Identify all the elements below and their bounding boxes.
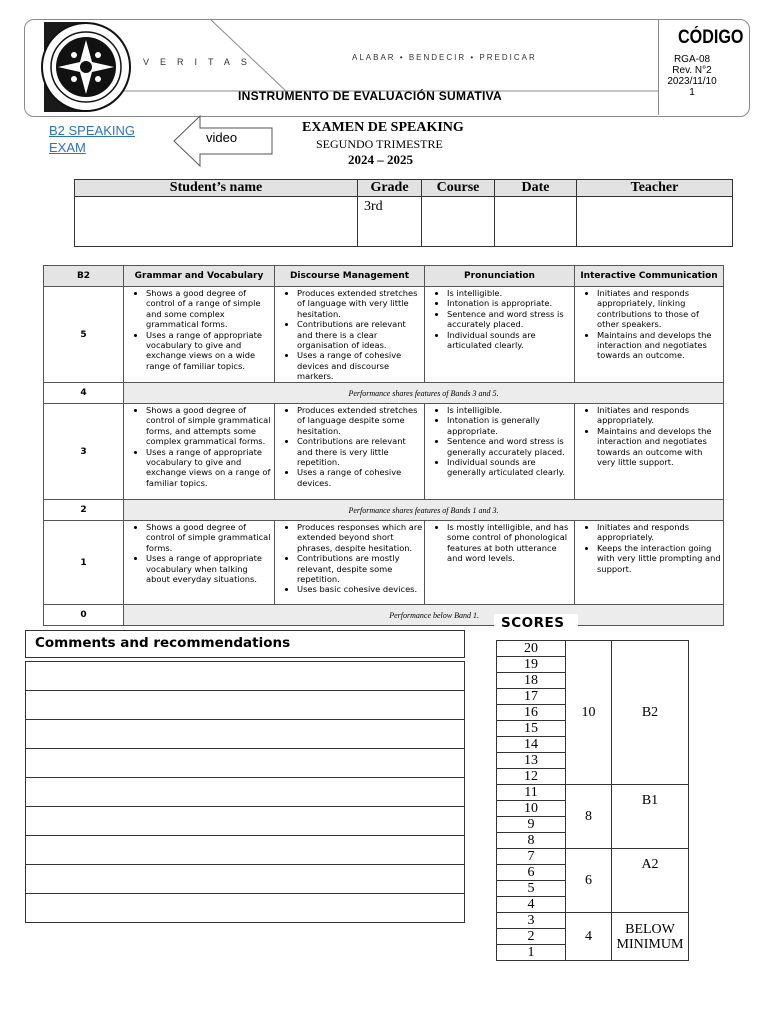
date-field[interactable] [495, 197, 577, 247]
rubric-col-pronunciation: Pronunciation [425, 266, 575, 287]
codigo-label: CÓDIGO [678, 27, 744, 48]
list-item: • Shows a good degree of control of simple grammatical forms, and attempts some complex grammatical forms. [146, 405, 274, 447]
band2-description: Performance shares features of Bands 1 and 3. [124, 500, 724, 521]
rubric-band-row [44, 605, 724, 626]
student-info-table [74, 179, 733, 247]
document-title: INSTRUMENTO DE EVALUACIÓN SUMATIVA [238, 89, 502, 103]
score-value: 17 [497, 689, 566, 705]
list-item: • Sentence and word stress is accurately placed. [447, 309, 574, 330]
comment-line-input[interactable] [25, 748, 465, 777]
speaking-rubric-table [43, 265, 724, 626]
list-item: • Produces responses which are extended beyond short phrases, despite hesitation. [297, 522, 424, 553]
list-item: • Intonation is generally appropriate. [447, 415, 574, 436]
band-label: 3 [44, 404, 124, 500]
b2-speaking-exam-link[interactable]: B2 SPEAKING EXAM [49, 123, 135, 155]
score-value: 16 [497, 705, 566, 721]
video-label: video [206, 130, 238, 145]
list-item: • Uses a range of cohesive devices. [297, 467, 424, 488]
list-item: • Keeps the interaction going with very little prompting and support. [597, 543, 723, 574]
school-seal-logo [34, 22, 130, 112]
course-header: Course [422, 180, 495, 197]
page-number: 1 [689, 87, 695, 98]
list-item: • Contributions are relevant and there is a clear organisation of ideas. [297, 319, 424, 350]
revision-number: Rev. N°2 [672, 65, 712, 76]
comment-line-input[interactable] [25, 864, 465, 893]
band-label: 0 [44, 605, 124, 626]
score-value: 10 [497, 801, 566, 817]
band5-grammar-cell [124, 287, 275, 383]
list-item: • Uses a range of cohesive devices and discourse markers. [297, 350, 424, 381]
rubric-band-row [44, 383, 724, 404]
score-value: 3 [497, 913, 566, 929]
band-label: 1 [44, 521, 124, 605]
document-code: RGA-08 [673, 54, 711, 65]
score-value: 7 [497, 849, 566, 865]
rubric-col-interactive: Interactive Communication [575, 266, 724, 287]
scores-label-box [494, 614, 578, 634]
list-item: • Initiates and responds appropriately. [597, 405, 723, 426]
group-points: 6 [566, 849, 612, 913]
band3-discourse-cell [275, 404, 425, 500]
band1-discourse-cell [275, 521, 425, 605]
course-field[interactable] [422, 197, 495, 247]
grade-header: Grade [358, 180, 422, 197]
scores-table [496, 640, 689, 961]
rubric-col-grammar: Grammar and Vocabulary [124, 266, 275, 287]
rubric-col-discourse: Discourse Management [275, 266, 425, 287]
list-item: • Produces extended stretches of language despite some hesitation. [297, 405, 424, 436]
list-item: • Is intelligible. [447, 405, 574, 415]
list-item: • Uses a range of appropriate vocabulary to give and exchange views on a range of familiar topics. [146, 447, 274, 489]
score-value: 13 [497, 753, 566, 769]
band0-description: Performance below Band 1. [124, 605, 724, 626]
exam-title: EXAMEN DE SPEAKING [302, 120, 464, 135]
list-item: • Uses a range of appropriate vocabulary to give and exchange views on a wide range of familiar topics. [146, 330, 274, 372]
list-item: • Sentence and word stress is generally accurately placed. [447, 436, 574, 457]
comment-line-input[interactable] [25, 690, 465, 719]
exam-year: 2024 – 2025 [348, 152, 413, 167]
exam-term: SEGUNDO TRIMESTRE [316, 137, 443, 151]
list-item: • Contributions are mostly relevant, despite some repetition. [297, 553, 424, 584]
student-name-field[interactable] [75, 197, 358, 247]
comment-line-input[interactable] [25, 806, 465, 835]
rubric-band-row [44, 521, 724, 605]
list-item: • Shows a good degree of control of simple grammatical forms. [146, 522, 274, 553]
list-item: • Intonation is appropriate. [447, 298, 574, 308]
date-header: Date [495, 180, 577, 197]
comments-lines [25, 661, 465, 923]
band5-discourse-cell [275, 287, 425, 383]
band4-description: Performance shares features of Bands 3 and 5. [124, 383, 724, 404]
teacher-field[interactable] [577, 197, 733, 247]
score-value: 5 [497, 881, 566, 897]
student-name-header: Student’s name [75, 180, 358, 197]
group-points: 4 [566, 913, 612, 961]
comment-line-input[interactable] [25, 835, 465, 864]
comment-line-input[interactable] [25, 893, 465, 923]
list-item: • Individual sounds are articulated clearly. [447, 330, 574, 351]
group-points: 8 [566, 785, 612, 849]
motto-text: ALABAR • BENDECIR • PREDICAR [352, 53, 537, 62]
score-value: 6 [497, 865, 566, 881]
list-item: • Is mostly intelligible, and has some control of phonological features at both utterance and word levels. [447, 522, 574, 564]
band5-interactive-cell [575, 287, 724, 383]
score-value: 2 [497, 929, 566, 945]
group-level: A2 [612, 849, 689, 913]
band1-pronunciation-cell [425, 521, 575, 605]
comment-line-input[interactable] [25, 719, 465, 748]
band3-pronunciation-cell [425, 404, 575, 500]
list-item: • Uses a range of appropriate vocabulary when talking about everyday situations. [146, 553, 274, 584]
band-label: 2 [44, 500, 124, 521]
comments-title: Comments and recommendations [35, 635, 291, 651]
list-item: • Maintains and develops the interaction and negotiates towards an outcome with very little support. [597, 426, 723, 468]
band1-interactive-cell [575, 521, 724, 605]
list-item: • Initiates and responds appropriately, linking contributions to those of other speakers. [597, 288, 723, 330]
score-value: 8 [497, 833, 566, 849]
score-value: 20 [497, 641, 566, 657]
veritas-text: VERITAS [143, 57, 258, 67]
score-value: 14 [497, 737, 566, 753]
band1-grammar-cell [124, 521, 275, 605]
rubric-band-row [44, 287, 724, 383]
list-item: • Contributions are relevant and there is very little repetition. [297, 436, 424, 467]
band-label: 5 [44, 287, 124, 383]
list-item: • Maintains and develops the interaction and negotiates towards an outcome. [597, 330, 723, 361]
group-level: B1 [612, 785, 689, 849]
band-label: 4 [44, 383, 124, 404]
rubric-level-header: B2 [44, 266, 124, 287]
score-value: 9 [497, 817, 566, 833]
revision-date: 2023/11/10 [667, 76, 717, 87]
comment-line-input[interactable] [25, 777, 465, 806]
band5-pronunciation-cell [425, 287, 575, 383]
band3-grammar-cell [124, 404, 275, 500]
rubric-band-row [44, 404, 724, 500]
group-level: BELOW MINIMUM [612, 913, 689, 961]
scores-title: SCORES [501, 615, 565, 631]
list-item: • Produces extended stretches of language with very little hesitation. [297, 288, 424, 319]
list-item: • Initiates and responds appropriately. [597, 522, 723, 543]
list-item: • Uses basic cohesive devices. [297, 584, 424, 594]
grade-field[interactable]: 3rd [358, 197, 422, 247]
score-value: 12 [497, 769, 566, 785]
score-value: 4 [497, 897, 566, 913]
group-level: B2 [612, 641, 689, 785]
list-item: • Shows a good degree of control of a range of simple and some complex grammatical forms. [146, 288, 274, 330]
score-value: 18 [497, 673, 566, 689]
rubric-band-row [44, 500, 724, 521]
group-points: 10 [566, 641, 612, 785]
score-value: 19 [497, 657, 566, 673]
score-value: 11 [497, 785, 566, 801]
score-value: 1 [497, 945, 566, 961]
list-item: • Individual sounds are generally articulated clearly. [447, 457, 574, 478]
comments-header [25, 630, 465, 658]
score-value: 15 [497, 721, 566, 737]
band3-interactive-cell [575, 404, 724, 500]
comment-line-input[interactable] [25, 661, 465, 690]
teacher-header: Teacher [577, 180, 733, 197]
list-item: • Is intelligible. [447, 288, 574, 298]
